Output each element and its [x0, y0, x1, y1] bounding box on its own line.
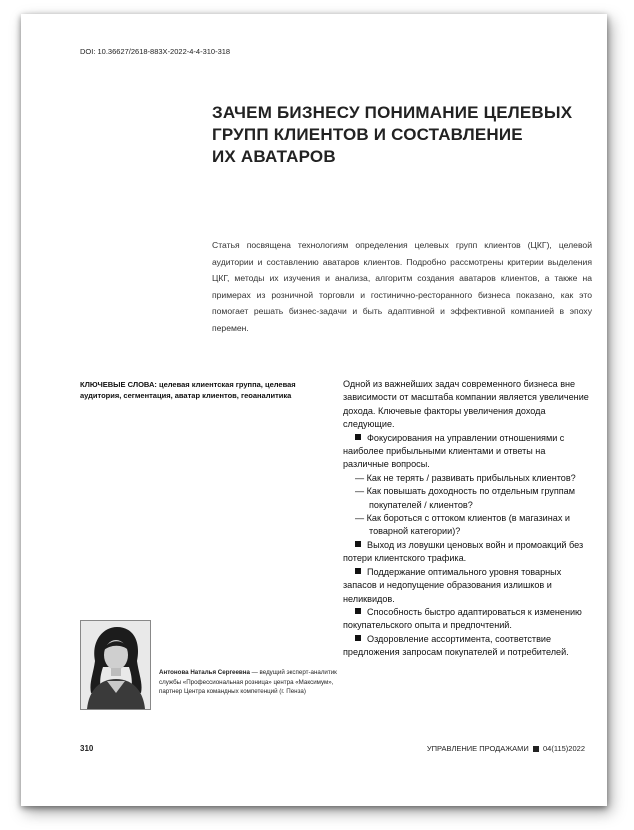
body-dash-3: — Как бороться с оттоком клиентов (в магазинах и товарной категории)?: [355, 513, 570, 537]
body-intro: Одной из важнейших задач современного бизнеса вне зависимости от масштаба компании является увеличение дохода. Ключевые факторы увеличения дохода следующие.: [343, 379, 589, 430]
keywords-block: [80, 380, 298, 401]
body-dash-1: — Как не терять / развивать прибыльных клиентов?: [355, 472, 576, 483]
body-bullet-5: [343, 633, 591, 660]
journal-name: УПРАВЛЕНИЕ ПРОДАЖАМИ: [426, 744, 529, 753]
square-bullet-icon: [355, 608, 361, 614]
issue-number: 04(115)2022: [543, 744, 585, 753]
running-footer: [427, 744, 585, 753]
body-bullet-3: [343, 566, 591, 606]
body-dash-2: — Как повышать доходность по отдельным группам покупателей / клиентов?: [355, 486, 575, 510]
bullet-2-text: Выход из ловушки ценовых войн и промоакций без потери клиентского трафика.: [343, 539, 584, 564]
square-bullet-icon: [355, 541, 361, 547]
body-bullet-4: [343, 606, 591, 633]
dash-1-text: Как не терять / развивать прибыльных клиентов?: [366, 472, 576, 483]
bullet-5-text: Оздоровление ассортимента, соответствие предложения запросам покупателей и потребителей.: [343, 633, 569, 658]
bullet-3-text: Поддержание оптимального уровня товарных запасов и недопущение образования излишков и неликвидов.: [343, 566, 562, 604]
doi-line: DOI: 10.36627/2618-883X-2022-4-4-310-318: [80, 47, 231, 56]
square-bullet-icon: [355, 568, 361, 574]
body-bullet-2: [343, 539, 591, 566]
author-portrait-image: [81, 621, 150, 709]
dash-2-text: Как повышать доходность по отдельным группам покупателей / клиентов?: [366, 486, 575, 510]
article-abstract: Статья посвящена технологиям определения целевых групп клиентов (ЦКГ), целевой аудитории и составлению аватаров клиентов. Подробно рассмотрены критерии выделения ЦКГ, методы их изучения и анализа, алгоритм создания аватаров клиентов, а также на примерах из розничной торговли и гостинично-ресторанного бизнеса показано, как это помогает решать бизнес-задачи и быть адаптивной и эффективной компанией в эпоху перемен.: [212, 240, 592, 333]
keywords-text: целевая клиентская группа, целевая аудитория, сегментация, аватар клиентов, геоаналитика: [80, 380, 296, 400]
square-bullet-icon: [355, 635, 361, 641]
square-separator-icon: [533, 746, 539, 752]
article-title: ЗАЧЕМ БИЗНЕСУ ПОНИМАНИЕ ЦЕЛЕВЫХ ГРУПП КЛИЕНТОВ И СОСТАВЛЕНИЕ ИХ АВАТАРОВ: [212, 103, 573, 166]
article-body: [343, 378, 591, 660]
keywords-label: КЛЮЧЕВЫЕ СЛОВА:: [80, 380, 157, 389]
journal-page: [21, 14, 607, 806]
dash-3-text: Как бороться с оттоком клиентов (в магазинах и товарной категории)?: [366, 513, 570, 537]
bullet-4-text: Способность быстро адаптироваться к изменению покупательского опыта и предпочтений.: [343, 606, 582, 631]
author-photo: [80, 620, 151, 710]
author-info: [159, 668, 347, 697]
page-number: 310: [80, 744, 94, 753]
bullet-1-text: Фокусирования на управлении отношениями с наиболее прибыльными клиентами и ответы на различные вопросы.: [343, 432, 565, 470]
author-name: Антонова Наталья Сергеевна: [159, 669, 250, 676]
square-bullet-icon: [355, 434, 361, 440]
author-bio: — ведущий эксперт-аналитик службы «Профессиональная розница» центра «Максимум», партнер Центра командных компетенций (г. Пенза): [159, 669, 337, 696]
body-bullet-1: [343, 432, 591, 472]
